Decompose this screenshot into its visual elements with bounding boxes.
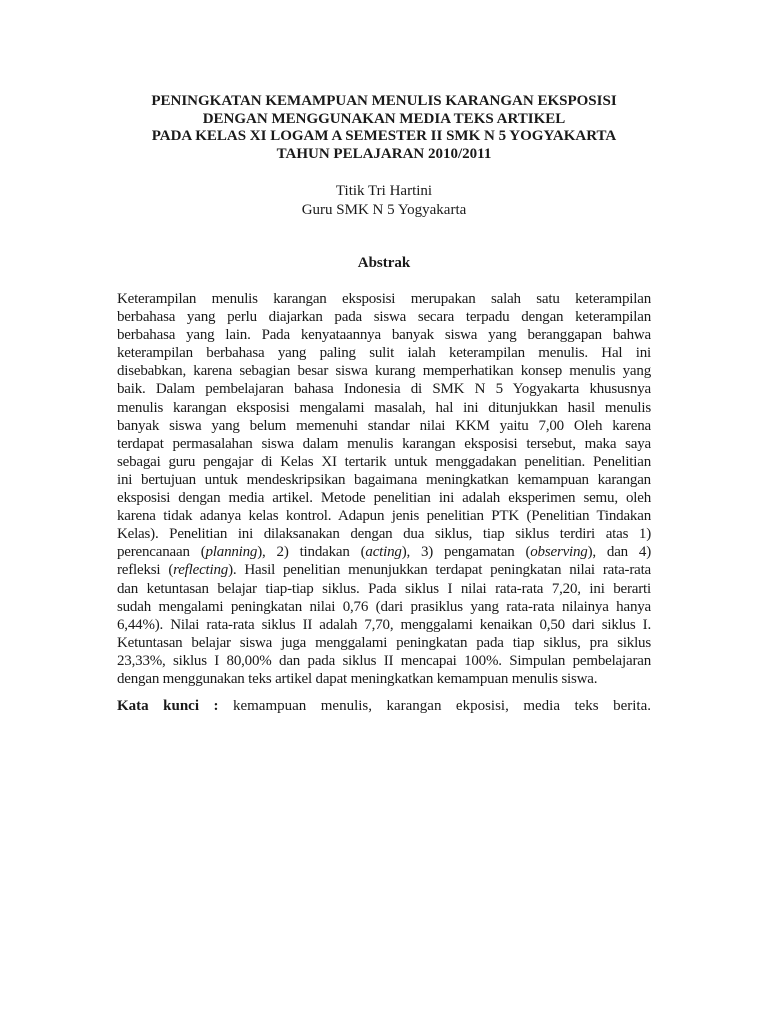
title-line: PENINGKATAN KEMAMPUAN MENULIS KARANGAN EKSPOSISI [151, 93, 617, 109]
abstract-text: ), 3) pengamatan ( [401, 544, 531, 561]
abstract-line: banyak siswa yang belum memenuhi standar nilai KKM yaitu 7,00 Oleh karena [117, 417, 651, 434]
abstract-line: baik. Dalam pembelajaran bahasa Indonesia di SMK N 5 Yogyakarta khususnya [117, 381, 651, 398]
abstract-line [117, 543, 651, 561]
abstract-line: 6,44%). Nilai rata-rata siklus II adalah 7,70, menggalami kenaikan 0,50 dari siklus I. [117, 616, 651, 633]
author-affiliation: Guru SMK N 5 Yogyakarta [301, 202, 467, 218]
abstract-line: dan ketuntasan belajar tiap-tiap siklus. Pada siklus I nilai rata-rata 7,20, ini berarti [117, 580, 651, 597]
paper-title [0, 93, 768, 163]
abstract-line: Ketuntasan belajar siswa juga menggalami peningkatan pada tiap siklus, pra siklus [117, 634, 651, 651]
abstract-line: berbahasa yang lain. Pada kenyataannya banyak siswa yang beranggapan bahwa [117, 327, 651, 344]
abstract-line: dengan menggunakan teks artikel dapat meningkatkan kemampuan menulis siswa. [117, 670, 598, 687]
abstract-line: ini bertujuan untuk mendeskripsikan bagaimana meningkatkan kemampuan karangan [117, 471, 651, 488]
author-name: Titik Tri Hartini [335, 183, 433, 199]
abstract-text: refleksi ( [117, 562, 174, 579]
abstract-line: sebagai guru pengajar di Kelas XI tertarik untuk menggadakan penelitian. Penelitian [117, 453, 651, 470]
abstract-italic-term: observing [530, 544, 588, 561]
title-line: TAHUN PELAJARAN 2010/2011 [276, 145, 492, 162]
abstract-line: berbahasa yang perlu diajarkan pada siswa secara terpadu dengan keterampilan [117, 309, 651, 326]
abstract-heading: Abstrak [357, 255, 411, 271]
keywords-text: kemampuan menulis, karangan ekposisi, media teks berita. [232, 698, 652, 714]
abstract-line: karena tidak adanya kelas kontrol. Adapun jenis penelitian PTK (Penelitian Tindakan [117, 508, 651, 525]
abstract-line: terdapat permasalahan siswa dalam menulis karangan eksposisi tersebut, maka saya [117, 435, 651, 452]
author-block [0, 182, 768, 220]
abstract-italic-term: reflecting [173, 562, 229, 579]
abstract-italic-term: planning [205, 544, 258, 561]
abstract-line: Keterampilan menulis karangan eksposisi merupakan salah satu keterampilan [117, 291, 651, 307]
abstract-text: ), dan 4) [587, 544, 652, 561]
abstract-body [117, 290, 651, 688]
abstract-text: perencanaan ( [117, 544, 206, 561]
abstract-line [117, 561, 651, 579]
keywords-line [117, 697, 651, 715]
abstract-italic-term: acting [365, 544, 402, 561]
abstract-line: 23,33%, siklus I 80,00% dan pada siklus II mencapai 100%. Simpulan pembelajaran [117, 652, 651, 669]
abstract-text: ). Hasil penelitian menunjukkan terdapat peningkatan nilai rata-rata [228, 562, 651, 579]
abstract-text: ), 2) tindakan ( [257, 544, 366, 561]
abstract-line: disebabkan, karena sebagian besar siswa kurang memperhatikan konsep menulis yang [117, 363, 651, 380]
abstract-line: keterampilan berbahasa yang paling sulit ialah keterampilan menulis. Hal ini [117, 345, 651, 362]
abstract-line: Kelas). Penelitian ini dilaksanakan dengan dua siklus, tiap siklus terdiri atas 1) [117, 526, 651, 543]
title-line: PADA KELAS XI LOGAM A SEMESTER II SMK N 5 YOGYAKARTA [151, 128, 617, 144]
title-line: DENGAN MENGGUNAKAN MEDIA TEKS ARTIKEL [202, 110, 566, 127]
abstract-line: eksposisi dengan media artikel. Metode penelitian ini adalah eksperimen semu, oleh [117, 490, 651, 507]
abstract-line: menulis karangan eksposisi mengalami masalah, hal ini ditunjukkan hasil menulis [117, 399, 651, 416]
keywords-label: Kata kunci : [117, 698, 219, 714]
abstract-line: sudah mengalami peningkatan nilai 0,76 (dari prasiklus yang rata-rata nilainya hanya [117, 598, 651, 615]
